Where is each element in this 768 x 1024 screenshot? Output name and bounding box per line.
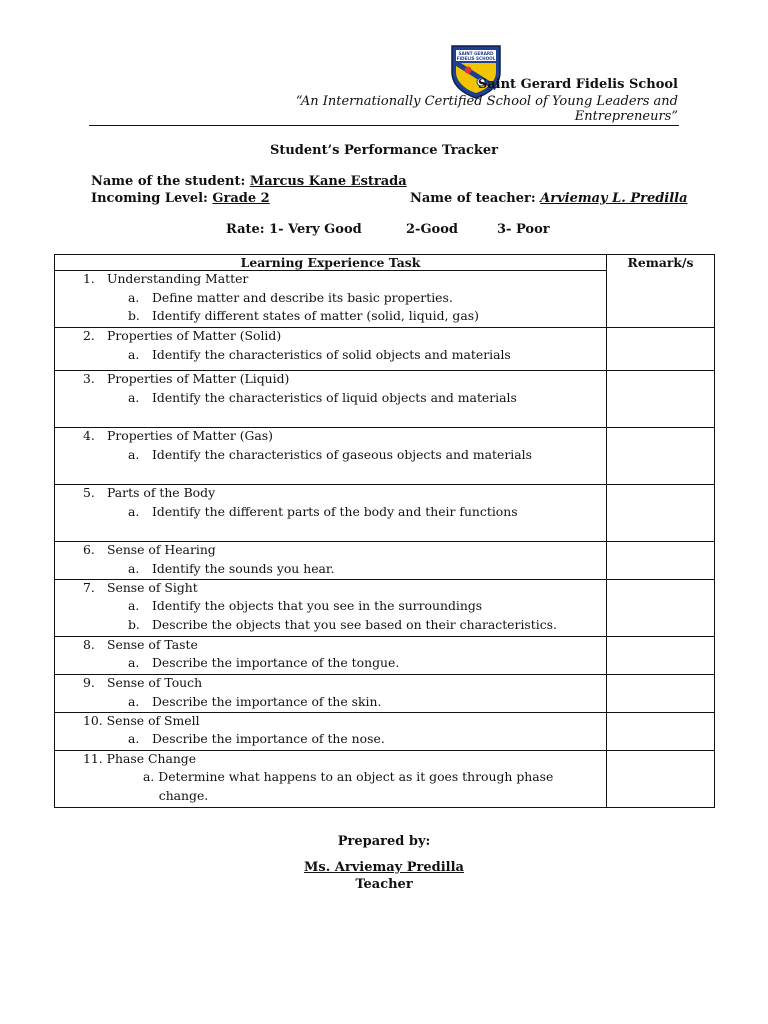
teacher-name-label: Name of teacher: [410,191,536,206]
task-cell [55,751,607,808]
preparer-name [0,860,768,875]
task-name: 10. Sense of Smell [83,713,200,728]
subtask-letter: b. [128,617,140,632]
prepared-by-label: Prepared by: [337,834,431,849]
subtask-text: Describe the importance of the skin. [152,694,382,709]
task-number: 1. [83,271,95,286]
task-cell [55,542,607,580]
task-number: 2. [83,328,95,343]
table-row [55,485,715,542]
subtask-text: Identify the characteristics of solid objects and materials [152,347,511,362]
subtask-text: Identify different states of matter (solid, liquid, gas) [152,308,479,323]
table-row [55,428,715,485]
task-number: 6. [83,542,95,557]
task-cell [55,637,607,675]
crest-text-top: SAINT GERARD [458,51,494,56]
task-cell [55,371,607,428]
task-number: 7. [83,580,95,595]
rating-very-good: Rate: 1- Very Good [226,222,362,237]
remark-cell[interactable] [607,371,715,428]
task-name: Sense of Touch [107,675,203,690]
teacher-name-field [410,191,688,206]
subtask-text: Describe the objects that you see based on their characteristics. [152,617,557,632]
performance-table [54,254,715,808]
subtask-letter: a. [128,504,140,519]
crest-text-bottom: FIDELIS SCHOOL [456,56,496,61]
task-name: 11. Phase Change [83,751,197,766]
student-name-value: Marcus Kane Estrada [249,174,407,189]
task-number: 4. [83,428,95,443]
task-cell [55,580,607,637]
header-divider [89,125,679,126]
table-row [55,328,715,371]
remark-cell[interactable] [607,271,715,328]
rating-good: 2-Good [406,222,458,237]
remark-cell[interactable] [607,542,715,580]
table-row [55,675,715,713]
subtask-text: change. [143,788,209,803]
task-cell [55,675,607,713]
task-name: Properties of Matter (Gas) [107,428,274,443]
table-row [55,271,715,328]
school-name: Saint Gerard Fidelis School [477,77,678,92]
subtask-letter: a. [128,347,140,362]
preparer-name-text: Ms. Arviemay Predilla [304,860,464,875]
table-row [55,542,715,580]
subtask-text: Describe the importance of the tongue. [152,655,400,670]
task-cell [55,328,607,371]
task-name: Sense of Sight [107,580,198,595]
teacher-name-value: Arviemay L. Predilla [540,191,688,206]
remark-cell[interactable] [607,751,715,808]
task-name: Parts of the Body [107,485,216,500]
subtask-letter: a. [128,694,140,709]
subtask-text: a. Determine what happens to an object as it goes through phase [143,769,554,784]
task-cell [55,428,607,485]
remark-cell[interactable] [607,485,715,542]
task-cell [55,271,607,328]
subtask-letter: a. [128,290,140,305]
subtask-letter: a. [128,655,140,670]
task-number: 9. [83,675,95,690]
remarks-column-header: Remark/s [607,255,715,271]
subtask-letter: a. [128,390,140,405]
preparer-role: Teacher [355,877,413,892]
task-name: Properties of Matter (Liquid) [107,371,290,386]
subtask-text: Identify the characteristics of liquid objects and materials [152,390,517,405]
table-header-row [55,255,715,271]
task-name: Understanding Matter [107,271,249,286]
task-column-header: Learning Experience Task [55,255,607,271]
table-row [55,751,715,808]
subtask-text: Define matter and describe its basic properties. [152,290,453,305]
remark-cell[interactable] [607,580,715,637]
rating-poor: 3- Poor [497,222,550,237]
remark-cell[interactable] [607,675,715,713]
remark-cell[interactable] [607,637,715,675]
task-name: Sense of Hearing [107,542,216,557]
student-name-field [91,174,407,189]
table-row [55,713,715,751]
task-name: Sense of Taste [107,637,198,652]
incoming-level-value: Grade 2 [212,191,270,206]
task-number: 5. [83,485,95,500]
table-row [55,371,715,428]
subtask-letter: a. [128,731,140,746]
subtask-letter: b. [128,308,140,323]
task-cell [55,485,607,542]
student-name-label: Name of the student: [91,174,246,189]
task-number: 3. [83,371,95,386]
subtask-text: Describe the importance of the nose. [152,731,385,746]
subtask-letter: a. [128,561,140,576]
school-tagline: “An Internationally Certified School of Young Leaders and Entrepreneurs” [295,94,678,124]
subtask-text: Identify the characteristics of gaseous objects and materials [152,447,532,462]
subtask-text: Identify the objects that you see in the surroundings [152,598,483,613]
incoming-level-label: Incoming Level: [91,191,208,206]
remark-cell[interactable] [607,428,715,485]
subtask-text: Identify the sounds you hear. [152,561,335,576]
document-title: Student’s Performance Tracker [269,143,499,158]
incoming-level-field [91,191,270,206]
task-cell [55,713,607,751]
subtask-letter: a. [128,447,140,462]
task-number: 8. [83,637,95,652]
remark-cell[interactable] [607,713,715,751]
remark-cell[interactable] [607,328,715,371]
subtask-text: Identify the different parts of the body and their functions [152,504,518,519]
table-row [55,580,715,637]
subtask-letter: a. [128,598,140,613]
table-row [55,637,715,675]
task-name: Properties of Matter (Solid) [107,328,282,343]
